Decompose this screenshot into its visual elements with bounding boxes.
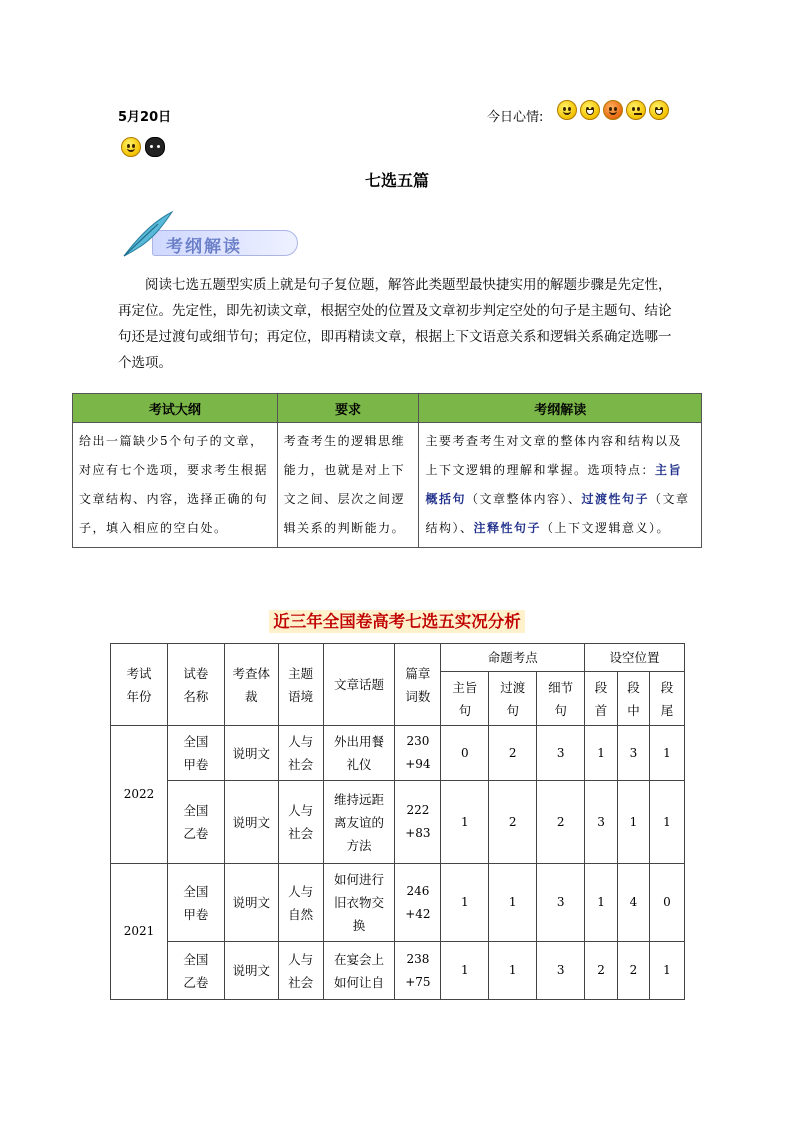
transition-cell: 1	[489, 942, 537, 1000]
end-cell: 0	[649, 864, 684, 942]
table-row	[111, 942, 685, 1000]
header-year: 考试 年份	[111, 644, 168, 726]
middle-cell: 4	[618, 864, 650, 942]
transition-cell: 2	[489, 726, 537, 781]
requirement-cell: 考查考生的逻辑思维能力，也就是对上下文之间、层次之间逻辑关系的判断能力。	[277, 423, 419, 548]
smirk-emoji-icon	[121, 137, 141, 157]
header-main: 主旨 句	[441, 672, 489, 726]
main-cell: 1	[441, 864, 489, 942]
header-genre: 考查体 裁	[224, 644, 278, 726]
start-cell: 1	[585, 864, 618, 942]
interpretation-cell: 主要考查考生对文章的整体内容和结构以及上下文逻辑的理解和掌握。选项特点：主旨概括句（文章整体内容）、过渡性句子（文章结构）、注释性句子（上下文逻辑意义）。	[419, 423, 702, 548]
owl-emoji-icon	[145, 137, 165, 157]
words-cell: 230 +94	[395, 726, 441, 781]
genre-cell: 说明文	[224, 864, 278, 942]
detail-cell: 2	[537, 781, 585, 864]
thinking-emoji-icon	[626, 100, 646, 120]
start-cell: 1	[585, 726, 618, 781]
highlight-term: 过渡性句子	[581, 492, 649, 506]
analysis-title: 近三年全国卷高考七选五实况分析	[0, 608, 794, 632]
words-cell: 246 +42	[395, 864, 441, 942]
outline-cell: 给出一篇缺少5个句子的文章，对应有七个选项，要求考生根据文章结构、内容，选择正确的句子，填入相应的空白处。	[73, 423, 278, 548]
topic-cell: 维持远距 离友谊的 方法	[323, 781, 395, 864]
table-row	[111, 726, 685, 781]
genre-cell: 说明文	[224, 942, 278, 1000]
section-banner	[118, 210, 300, 260]
end-cell: 1	[649, 781, 684, 864]
main-cell: 0	[441, 726, 489, 781]
intro-paragraph: 阅读七选五题型实质上就是句子复位题，解答此类题型最快捷实用的解题步骤是先定性，再定位。先定性，即先初读文章，根据空处的位置及文章初步判定空处的句子是主题句、结论句还是过渡句或细节句；再定位，即再精读文章，根据上下文语意关系和逻辑关系确定选哪一个选项。	[118, 277, 672, 371]
context-cell: 人与 社会	[278, 942, 323, 1000]
banner-text: 考纲解读	[166, 237, 242, 257]
outline-table	[72, 393, 702, 548]
middle-cell: 1	[618, 781, 650, 864]
paper-cell: 全国 乙卷	[167, 942, 224, 1000]
table-header: 考纲解读	[419, 394, 702, 423]
table-row	[111, 781, 685, 864]
highlight-term: 主旨概括句	[425, 463, 682, 506]
context-cell: 人与 社会	[278, 726, 323, 781]
analysis-table	[110, 643, 685, 1000]
end-cell: 1	[649, 942, 684, 1000]
paper-cell: 全国 甲卷	[167, 864, 224, 942]
laugh-emoji-icon	[649, 100, 669, 120]
year-cell: 2022	[111, 726, 168, 864]
context-cell: 人与 自然	[278, 864, 323, 942]
header-words: 篇章 词数	[395, 644, 441, 726]
header-start: 段 首	[585, 672, 618, 726]
table-header: 要求	[277, 394, 419, 423]
detail-cell: 3	[537, 942, 585, 1000]
header-transition: 过渡 句	[489, 672, 537, 726]
start-cell: 3	[585, 781, 618, 864]
topic-cell: 如何进行 旧衣物交 换	[323, 864, 395, 942]
topic-cell: 外出用餐 礼仪	[323, 726, 395, 781]
grin-emoji-icon	[580, 100, 600, 120]
header-paper: 试卷 名称	[167, 644, 224, 726]
context-cell: 人与 社会	[278, 781, 323, 864]
table-header: 考试大纲	[73, 394, 278, 423]
angry-emoji-icon	[603, 100, 623, 120]
header-end: 段 尾	[649, 672, 684, 726]
main-cell: 1	[441, 781, 489, 864]
start-cell: 2	[585, 942, 618, 1000]
header-context: 主题 语境	[278, 644, 323, 726]
middle-cell: 3	[618, 726, 650, 781]
header-positions: 设空位置	[585, 644, 685, 672]
paper-cell: 全国 乙卷	[167, 781, 224, 864]
mood-label: 今日心情:	[487, 110, 544, 125]
main-cell: 1	[441, 942, 489, 1000]
topic-cell: 在宴会上 如何让自	[323, 942, 395, 1000]
transition-cell: 2	[489, 781, 537, 864]
words-cell: 222 +83	[395, 781, 441, 864]
header-topic: 文章话题	[323, 644, 395, 726]
table-row	[111, 864, 685, 942]
header-points: 命题考点	[441, 644, 585, 672]
middle-cell: 2	[618, 942, 650, 1000]
smile-emoji-icon	[557, 100, 577, 120]
words-cell: 238 +75	[395, 942, 441, 1000]
genre-cell: 说明文	[224, 781, 278, 864]
detail-cell: 3	[537, 864, 585, 942]
end-cell: 1	[649, 726, 684, 781]
date: 5月20日	[118, 110, 172, 125]
transition-cell: 1	[489, 864, 537, 942]
header-detail: 细节 句	[537, 672, 585, 726]
highlight-term: 注释性句子	[473, 521, 541, 535]
year-cell: 2021	[111, 864, 168, 1000]
page-title: 七选五篇	[364, 171, 429, 190]
detail-cell: 3	[537, 726, 585, 781]
header-middle: 段 中	[618, 672, 650, 726]
paper-cell: 全国 甲卷	[167, 726, 224, 781]
genre-cell: 说明文	[224, 726, 278, 781]
